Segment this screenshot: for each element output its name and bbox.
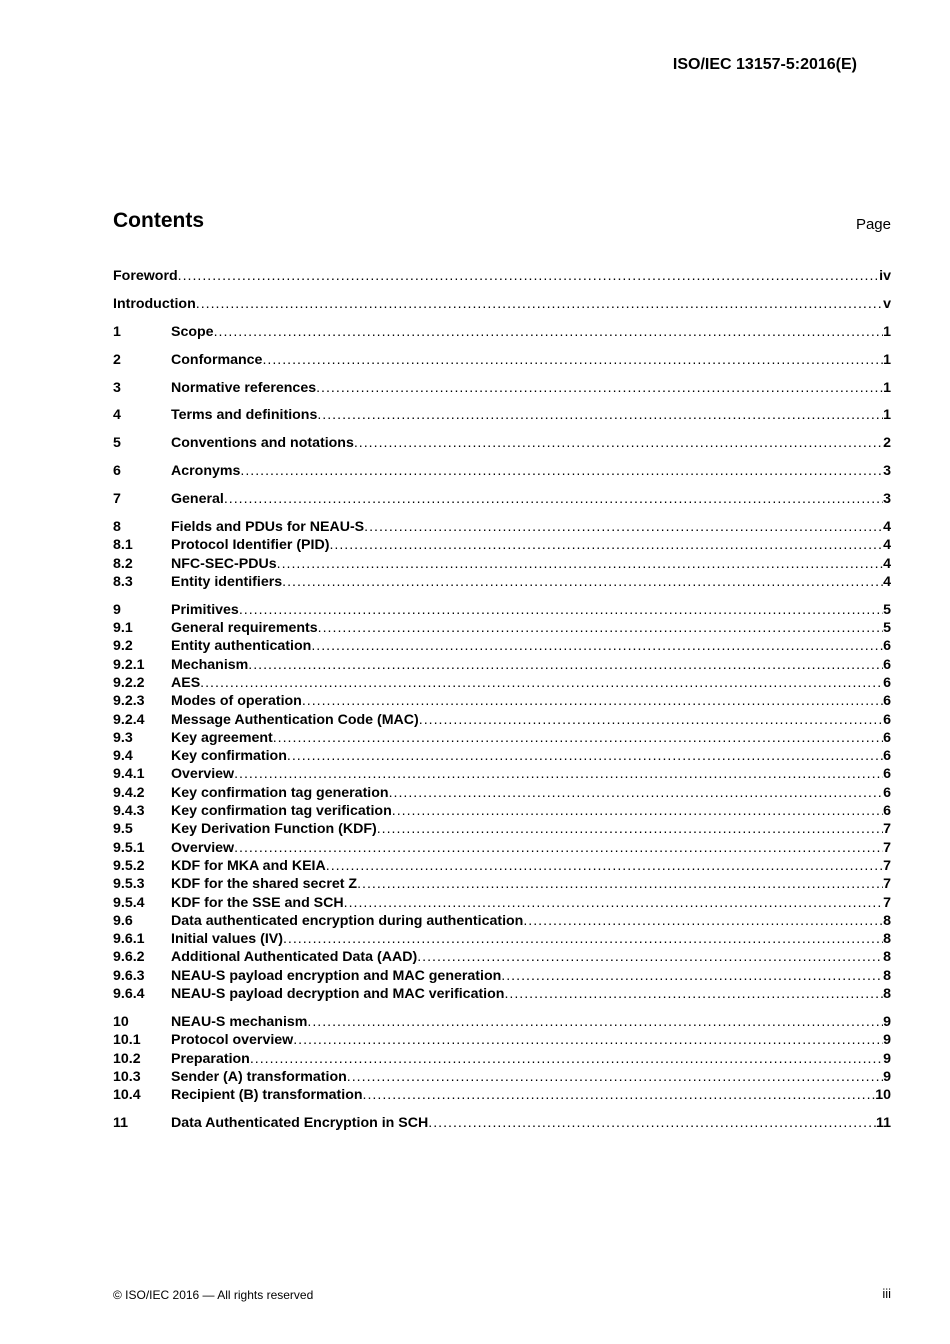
toc-entry-number: 3 (113, 379, 121, 396)
toc-entry-number: 10.1 (113, 1032, 141, 1049)
toc-leader-dots (214, 323, 884, 341)
toc-entry-number: 6 (113, 463, 121, 480)
toc-entry-number: 9.1 (113, 620, 133, 637)
toc-entry[interactable] (113, 351, 891, 369)
toc-entry-number: 9.2.1 (113, 656, 145, 673)
toc-entry-page: 1 (883, 323, 891, 340)
toc-entry-number: 1 (113, 323, 121, 340)
toc-entry-page: 9 (883, 1050, 891, 1067)
toc-entry-page: 8 (883, 986, 891, 1003)
toc-entry[interactable] (113, 1086, 891, 1104)
toc-entry[interactable] (113, 490, 891, 508)
toc-entry-page: 7 (883, 876, 891, 893)
toc-entry-number: 9.6.3 (113, 967, 145, 984)
toc-entry-title: Sender (A) transformation (171, 1068, 347, 1085)
toc-entry-number: 10.4 (113, 1087, 141, 1104)
toc-entry-page: 4 (883, 555, 891, 572)
toc-entry-title: KDF for the shared secret Z (171, 876, 358, 893)
toc-leader-dots (196, 295, 883, 313)
toc-entry-page: 4 (883, 519, 891, 536)
toc-entry-title: Modes of operation (171, 693, 302, 710)
toc-entry[interactable] (113, 985, 891, 1003)
toc-entry-title: Data authenticated encryption during authentication (171, 912, 524, 929)
toc-entry[interactable] (113, 729, 891, 747)
toc-leader-dots (248, 656, 883, 674)
toc-entry-number: 9.6.1 (113, 931, 145, 948)
toc-entry[interactable] (113, 295, 891, 313)
toc-entry-title: Conformance (171, 351, 263, 368)
toc-leader-dots (326, 857, 883, 875)
toc-entry-page: 3 (883, 463, 891, 480)
toc-leader-dots (277, 555, 883, 573)
toc-leader-dots (523, 912, 883, 930)
toc-entry-page: 6 (883, 693, 891, 710)
toc-entry-title: Introduction (113, 295, 196, 312)
toc-leader-dots (178, 267, 880, 285)
toc-entry[interactable] (113, 765, 891, 783)
toc-entry-number: 11 (113, 1115, 128, 1131)
toc-leader-dots (287, 747, 883, 765)
toc-entry-page: 8 (883, 949, 891, 966)
toc-entry-title: Scope (171, 323, 214, 340)
toc-entry-page: 7 (883, 894, 891, 911)
toc-entry-page: 6 (883, 674, 891, 691)
toc-entry-number: 9.5.1 (113, 839, 145, 856)
toc-entry-title: Key agreement (171, 729, 273, 746)
toc-entry-page: 8 (883, 931, 891, 948)
toc-entry-title: Key confirmation (171, 748, 287, 765)
toc-entry[interactable] (113, 967, 891, 985)
contents-title: Contents (113, 209, 204, 232)
toc-entry[interactable] (113, 323, 891, 341)
toc-leader-dots (302, 692, 883, 710)
toc-entry-title: Primitives (171, 601, 239, 618)
toc-entry-number: 2 (113, 351, 121, 368)
toc-leader-dots (283, 930, 883, 948)
toc-entry-title: Entity identifiers (171, 573, 283, 590)
toc-entry-page: 4 (883, 573, 891, 590)
toc-entry-page: 6 (883, 638, 891, 655)
page-column-label: Page (855, 216, 891, 233)
toc-entry-number: 9.5.3 (113, 876, 145, 893)
toc-entry-page: 9 (883, 1032, 891, 1049)
toc-leader-dots (234, 839, 883, 857)
toc-entry[interactable] (113, 1031, 891, 1049)
toc-entry-title: Conventions and notations (171, 435, 354, 452)
toc-entry-page: 9 (883, 1013, 891, 1030)
toc-entry-page: 1 (883, 379, 891, 396)
table-of-contents (113, 267, 891, 1132)
toc-entry-number: 9.4.3 (113, 803, 145, 820)
toc-entry-page: iv (879, 268, 891, 284)
toc-entry-number: 8.3 (113, 573, 133, 590)
toc-leader-dots (428, 1114, 876, 1132)
toc-entry-number: 10.2 (113, 1050, 141, 1067)
toc-entry[interactable] (113, 267, 891, 285)
toc-leader-dots (347, 1068, 883, 1086)
toc-entry[interactable] (113, 930, 891, 948)
toc-leader-dots (377, 820, 883, 838)
toc-entry-number: 4 (113, 407, 121, 424)
toc-entry[interactable] (113, 747, 891, 765)
toc-entry-title: Key confirmation tag verification (171, 803, 392, 820)
toc-entry-page: v (883, 295, 891, 312)
toc-entry[interactable] (113, 711, 891, 729)
toc-leader-dots (316, 379, 883, 397)
toc-entry-page: 6 (883, 729, 891, 746)
toc-entry-number: 9 (113, 601, 121, 618)
toc-entry[interactable] (113, 406, 891, 424)
toc-entry[interactable] (113, 656, 891, 674)
toc-entry-number: 9.5.4 (113, 894, 145, 911)
toc-entry-number: 9.4.1 (113, 766, 145, 783)
toc-entry-title: Mechanism (171, 656, 249, 673)
toc-leader-dots (282, 573, 883, 591)
toc-entry-number: 9.6 (113, 912, 133, 929)
toc-entry-title: General (171, 491, 224, 508)
toc-entry[interactable] (113, 1114, 891, 1132)
toc-entry-number: 9.5 (113, 821, 133, 838)
toc-entry[interactable] (113, 820, 891, 838)
toc-entry-page: 9 (883, 1068, 891, 1085)
toc-entry-page: 3 (883, 491, 891, 508)
toc-entry-page: 6 (883, 803, 891, 820)
toc-entry-page: 6 (883, 656, 891, 673)
toc-entry[interactable] (113, 434, 891, 452)
toc-entry[interactable] (113, 674, 891, 692)
toc-entry[interactable] (113, 784, 891, 802)
toc-entry[interactable] (113, 573, 891, 591)
toc-entry[interactable] (113, 875, 891, 893)
toc-leader-dots (317, 406, 883, 424)
toc-entry-page: 5 (883, 620, 891, 637)
toc-leader-dots (389, 784, 884, 802)
footer-copyright: © ISO/IEC 2016 — All rights reserved (113, 1288, 314, 1302)
toc-entry-number: 8 (113, 519, 121, 536)
toc-entry-title: Key confirmation tag generation (171, 784, 389, 801)
toc-entry[interactable] (113, 1013, 891, 1031)
toc-leader-dots (344, 894, 883, 912)
toc-entry-number: 9.4.2 (113, 784, 145, 801)
toc-entry-number: 9.6.4 (113, 986, 145, 1003)
toc-entry-number: 9.6.2 (113, 949, 145, 966)
document-id: ISO/IEC 13157-5:2016(E) (672, 56, 857, 73)
toc-entry-number: 8.2 (113, 555, 133, 572)
toc-entry-page: 8 (883, 967, 891, 984)
toc-entry-title: KDF for MKA and KEIA (171, 857, 326, 874)
toc-entry-title: Recipient (B) transformation (171, 1087, 363, 1104)
toc-entry-number: 5 (113, 435, 121, 452)
toc-entry[interactable] (113, 857, 891, 875)
toc-entry-title: AES (171, 674, 201, 691)
toc-entry[interactable] (113, 619, 891, 637)
toc-leader-dots (307, 1013, 883, 1031)
toc-entry[interactable] (113, 692, 891, 710)
toc-entry-title: Data Authenticated Encryption in SCH (171, 1115, 429, 1131)
toc-entry-title: Preparation (171, 1050, 250, 1067)
toc-entry-title: NEAU-S mechanism (171, 1013, 308, 1030)
toc-entry-title: Terms and definitions (171, 407, 318, 424)
toc-entry-page: 4 (883, 537, 891, 554)
toc-entry-title: Normative references (171, 379, 317, 396)
toc-entry-title: Protocol Identifier (PID) (171, 537, 330, 554)
toc-leader-dots (357, 875, 883, 893)
toc-leader-dots (273, 729, 883, 747)
toc-entry-number: 10 (113, 1013, 129, 1030)
toc-entry-title: Entity authentication (171, 638, 312, 655)
toc-entry[interactable] (113, 894, 891, 912)
toc-entry-page: 11 (876, 1115, 891, 1131)
toc-entry-page: 7 (883, 821, 891, 838)
toc-entry[interactable] (113, 536, 891, 554)
toc-entry-title: Acronyms (171, 463, 241, 480)
toc-entry-number: 10.3 (113, 1068, 141, 1085)
toc-entry-number: 9.3 (113, 729, 133, 746)
toc-entry-title: Initial values (IV) (171, 931, 283, 948)
toc-entry-page: 6 (883, 784, 891, 801)
toc-entry[interactable] (113, 462, 891, 480)
toc-entry-title: Overview (171, 766, 235, 783)
footer-page-number: iii (882, 1286, 891, 1301)
toc-leader-dots (504, 985, 883, 1003)
toc-leader-dots (250, 1050, 883, 1068)
toc-leader-dots (262, 351, 883, 369)
toc-leader-dots (318, 619, 883, 637)
toc-leader-dots (363, 1086, 876, 1104)
toc-entry[interactable] (113, 802, 891, 820)
toc-entry[interactable] (113, 1068, 891, 1086)
toc-leader-dots (419, 711, 883, 729)
toc-entry-page: 6 (883, 748, 891, 765)
toc-entry-title: General requirements (171, 620, 318, 637)
toc-leader-dots (239, 601, 883, 619)
toc-entry[interactable] (113, 839, 891, 857)
toc-entry-title: Fields and PDUs for NEAU-S (171, 519, 365, 536)
toc-entry[interactable] (113, 518, 891, 536)
toc-entry-page: 10 (875, 1087, 891, 1104)
toc-leader-dots (234, 765, 883, 783)
toc-entry-title: Key Derivation Function (KDF) (171, 821, 377, 838)
toc-entry-page: 1 (883, 351, 891, 368)
toc-entry[interactable] (113, 1050, 891, 1068)
toc-leader-dots (354, 434, 883, 452)
toc-leader-dots (417, 948, 883, 966)
toc-entry[interactable] (113, 912, 891, 930)
toc-entry[interactable] (113, 601, 891, 619)
toc-leader-dots (364, 518, 883, 536)
toc-entry-title: KDF for the SSE and SCH (171, 894, 344, 911)
toc-entry-title: Additional Authenticated Data (AAD) (171, 949, 418, 966)
toc-entry-page: 7 (883, 839, 891, 856)
toc-entry-page: 5 (883, 601, 891, 618)
toc-entry-number: 9.4 (113, 748, 133, 765)
toc-entry-page: 8 (883, 912, 891, 929)
toc-entry-title: NEAU-S payload decryption and MAC verification (171, 986, 505, 1003)
toc-entry-title: NFC-SEC-PDUs (171, 555, 277, 572)
toc-leader-dots (311, 637, 883, 655)
toc-leader-dots (200, 674, 883, 692)
toc-entry[interactable] (113, 948, 891, 966)
toc-entry-title: Overview (171, 839, 235, 856)
toc-entry-page: 6 (883, 766, 891, 783)
toc-entry-number: 9.2.2 (113, 674, 145, 691)
toc-leader-dots (501, 967, 883, 985)
toc-entry-title: NEAU-S payload encryption and MAC generation (171, 967, 502, 984)
toc-entry-page: 1 (883, 407, 891, 424)
toc-entry-number: 7 (113, 491, 121, 508)
toc-entry-page: 6 (883, 711, 891, 728)
toc-entry-title: Foreword (113, 268, 178, 284)
toc-entry-number: 8.1 (113, 537, 133, 554)
toc-entry-page: 2 (883, 435, 891, 452)
toc-entry[interactable] (113, 637, 891, 655)
toc-entry-number: 9.5.2 (113, 857, 145, 874)
toc-leader-dots (293, 1031, 883, 1049)
toc-leader-dots (240, 462, 883, 480)
toc-entry-page: 7 (883, 857, 891, 874)
toc-leader-dots (224, 490, 883, 508)
toc-leader-dots (392, 802, 883, 820)
toc-entry-number: 9.2.4 (113, 711, 145, 728)
toc-entry[interactable] (113, 379, 891, 397)
toc-entry-title: Protocol overview (171, 1032, 294, 1049)
toc-entry-title: Message Authentication Code (MAC) (171, 711, 419, 728)
toc-entry-number: 9.2 (113, 638, 133, 655)
toc-entry[interactable] (113, 555, 891, 573)
toc-leader-dots (329, 536, 883, 554)
toc-entry-number: 9.2.3 (113, 693, 145, 710)
